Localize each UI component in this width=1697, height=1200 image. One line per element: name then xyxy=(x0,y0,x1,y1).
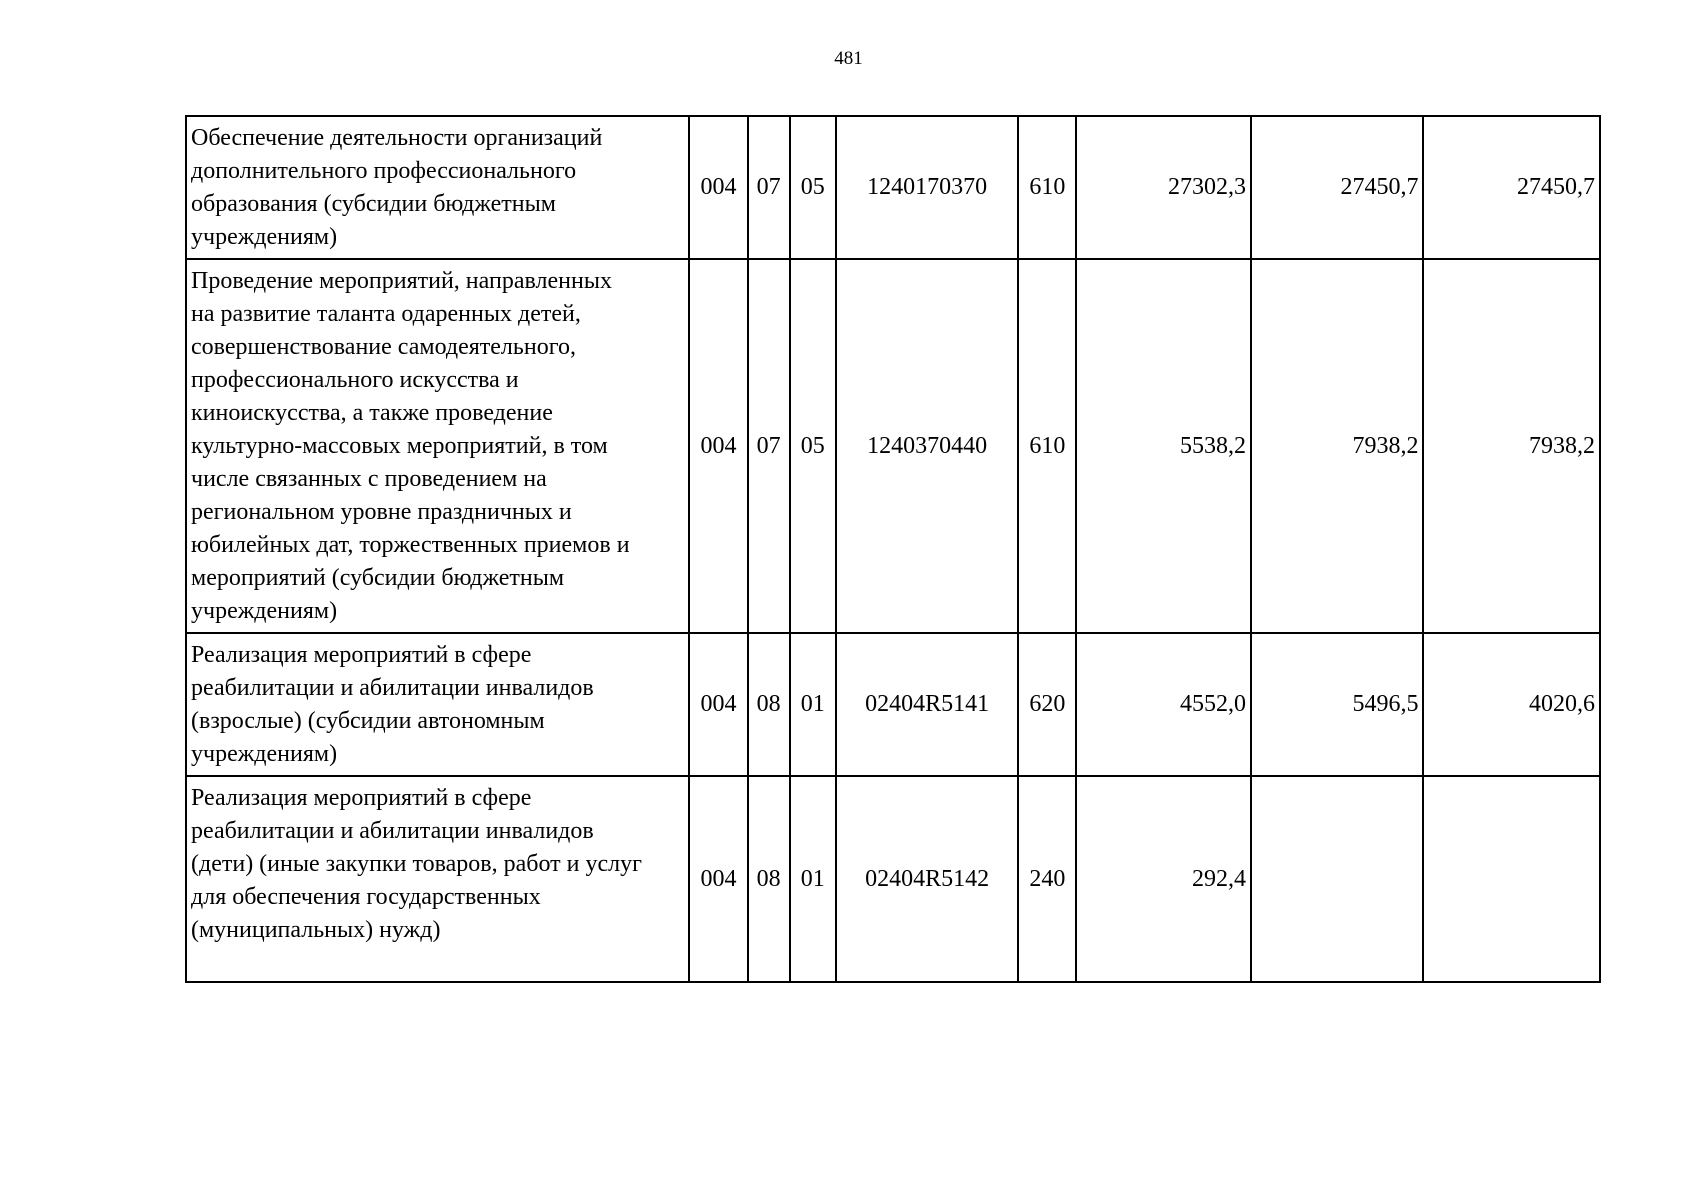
amount-3: 4020,6 xyxy=(1423,633,1600,776)
subsection-code: 05 xyxy=(790,259,836,633)
amount-2: 5496,5 xyxy=(1251,633,1423,776)
table-row xyxy=(186,116,1600,259)
expense-type-code: 240 xyxy=(1018,776,1076,982)
budget-table xyxy=(185,115,1601,983)
row-description: Проведение мероприятий, направленных на развитие таланта одаренных детей, совершенствование самодеятельного, профессионального искусства и киноискусства, а также проведение культурно-массовых мероприятий, в том числе связанных с проведением на региональном уровне праздничных и юбилейных дат, торжественных приемов и мероприятий (субсидии бюджетным учреждениям) xyxy=(186,259,689,633)
ministry-code: 004 xyxy=(689,116,747,259)
amount-1: 5538,2 xyxy=(1076,259,1250,633)
target-item-code: 1240370440 xyxy=(836,259,1019,633)
amount-1: 4552,0 xyxy=(1076,633,1250,776)
amount-3: 7938,2 xyxy=(1423,259,1600,633)
page-number: 481 xyxy=(834,48,863,69)
target-item-code: 02404R5141 xyxy=(836,633,1019,776)
table-row xyxy=(186,633,1600,776)
amount-3 xyxy=(1423,776,1600,982)
section-code: 07 xyxy=(748,259,790,633)
ministry-code: 004 xyxy=(689,776,747,982)
row-description: Реализация мероприятий в сфере реабилитации и абилитации инвалидов (дети) (иные закупки товаров, работ и услуг для обеспечения государственных (муниципальных) нужд) xyxy=(186,776,689,982)
amount-1: 27302,3 xyxy=(1076,116,1250,259)
expense-type-code: 620 xyxy=(1018,633,1076,776)
target-item-code: 02404R5142 xyxy=(836,776,1019,982)
amount-2 xyxy=(1251,776,1423,982)
table-row xyxy=(186,776,1600,982)
row-description: Реализация мероприятий в сфере реабилитации и абилитации инвалидов (взрослые) (субсидии автономным учреждениям) xyxy=(186,633,689,776)
expense-type-code: 610 xyxy=(1018,259,1076,633)
expense-type-code: 610 xyxy=(1018,116,1076,259)
table-row xyxy=(186,259,1600,633)
amount-2: 7938,2 xyxy=(1251,259,1423,633)
ministry-code: 004 xyxy=(689,633,747,776)
subsection-code: 05 xyxy=(790,116,836,259)
amount-3: 27450,7 xyxy=(1423,116,1600,259)
amount-2: 27450,7 xyxy=(1251,116,1423,259)
section-code: 08 xyxy=(748,633,790,776)
amount-1: 292,4 xyxy=(1076,776,1250,982)
target-item-code: 1240170370 xyxy=(836,116,1019,259)
subsection-code: 01 xyxy=(790,776,836,982)
section-code: 08 xyxy=(748,776,790,982)
ministry-code: 004 xyxy=(689,259,747,633)
section-code: 07 xyxy=(748,116,790,259)
row-description: Обеспечение деятельности организаций дополнительного профессионального образования (субсидии бюджетным учреждениям) xyxy=(186,116,689,259)
subsection-code: 01 xyxy=(790,633,836,776)
